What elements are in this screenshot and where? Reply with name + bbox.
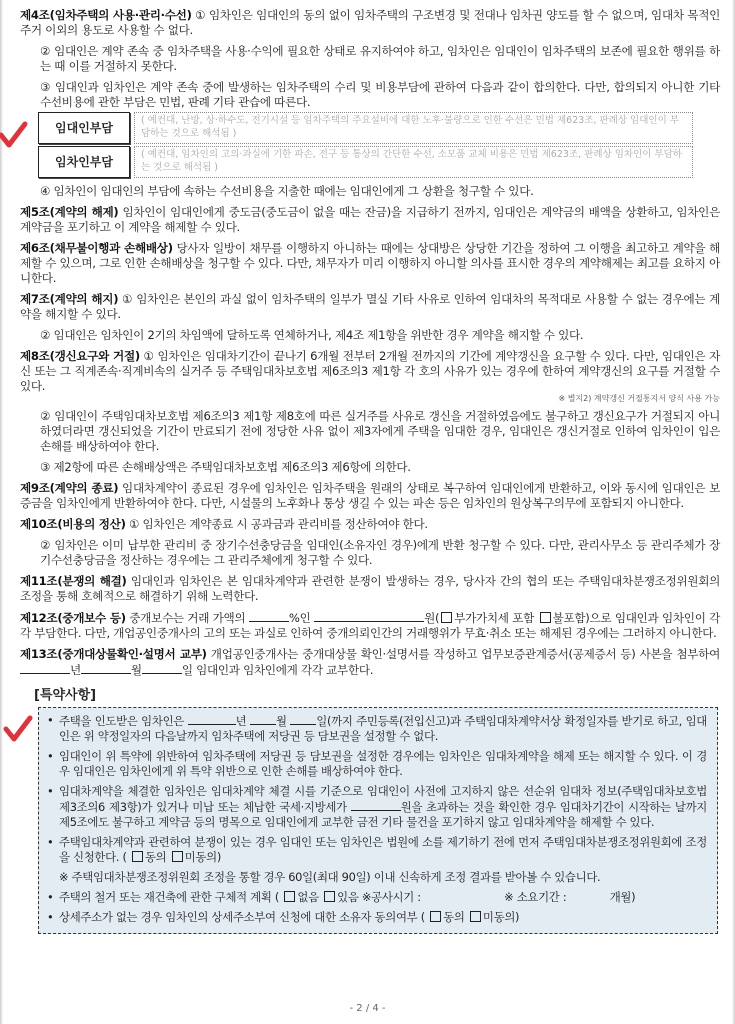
article-10-p1: [20, 517, 720, 532]
article-12-t6: 임대인과 임차인이 각각 부담한다. 다만, 개업공인중개사의 고의 또는 과실로 인하여 중개의뢰인간의 거래행위가 무효·취소 또는 해제된 경우에는 그러하지 아니한다.: [20, 611, 721, 640]
special-term-1a: 주택을 인도받은 임차인은: [59, 714, 184, 728]
fee-amount-blank[interactable]: [314, 610, 424, 622]
article-8-p2: ② 임대인이 주택임대차보호법 제6조의3 제1항 제8호에 따른 실거주를 사유로 갱신을 거절하였음에도 불구하고 갱신요구가 거절되지 아니하였더라면 갱신되었을 기간이 만료되기 전에 정당한 사유 없이 제3자에게 주택을 임대한 경우, 임대인은 갱신거절로 인하여 임차인이 입은 손해를 배상하여야 한다.: [40, 409, 720, 453]
article-10-heading: 제10조(비용의 정산): [20, 517, 126, 531]
special-term-5d: ※ 소요기간 :: [504, 890, 567, 904]
special-term-3: [47, 784, 707, 830]
move-in-day-blank[interactable]: [290, 713, 316, 725]
article-13-t3: 월: [130, 663, 142, 677]
move-in-year-blank[interactable]: [188, 713, 236, 725]
contract-page: [20, 8, 720, 934]
article-13-heading: 제13조(중개대상물확인·설명서 교부): [20, 647, 207, 661]
article-12: [20, 610, 720, 641]
article-4-p1: [20, 8, 720, 38]
article-13-t2: 년: [70, 663, 81, 677]
article-9-heading: 제9조(계약의 종료): [20, 481, 119, 495]
article-6-heading: 제6조(채무불이행과 손해배상): [20, 241, 173, 255]
article-11-heading: 제11조(분쟁의 해결): [20, 574, 127, 588]
article-13: [20, 647, 720, 678]
special-term-2: • 임대인이 위 특약에 위반하여 임차주택에 저당권 등 담보권을 설정한 경우에는 임차인은 임대차계약을 해제 또는 해지할 수 있다. 이 경우 임대인은 임차인에게 위 특약 위반으로 인한 손해를 배상하여야 한다.: [47, 749, 707, 779]
burden-table: [38, 112, 693, 178]
mediation-agree-checkbox[interactable]: [132, 851, 143, 862]
landlord-burden-field[interactable]: ( 예컨대, 난방, 상·하수도, 전기시설 등 임차주택의 주요설비에 대한 노후·불량으로 인한 수선은 민법 제623조, 판례상 임대인이 부담하는 것으로 해석됨 ): [134, 112, 693, 144]
article-12-heading: 제12조(중개보수 등): [20, 611, 126, 625]
article-10-p1-text: ① 임차인은 계약종료 시 공과금과 관리비를 정산하여야 한다.: [128, 517, 428, 531]
article-7-p1-text: ① 임차인은 본인의 과실 없이 임차주택의 일부가 멸실 기타 사유로 인하여 임대차의 목적대로 사용할 수 없는 경우에는 계약을 해지할 수 있다.: [20, 292, 720, 321]
article-11-text: 임대인과 임차인은 본 임대차계약과 관련한 분쟁이 발생하는 경우, 당사자 간의 협의 또는 주택임대차분쟁조정위원회의 조정을 통해 호혜적으로 해결하기 위해 노력한다.: [20, 574, 720, 603]
article-4-p1-text: ① 임차인은 임대인의 동의 없이 임차주택의 구조변경 및 전대나 임차권 양도를 할 수 없으며, 임대차 목적인 주거 이외의 용도로 사용할 수 없다.: [20, 8, 721, 37]
special-terms-title: [특약사항]: [34, 688, 97, 703]
special-term-4b: 동의: [144, 850, 167, 864]
special-term-1: [47, 713, 707, 744]
mediation-note: ※ 주택임대차분쟁조정위원회 조정을 통할 경우 60일(최대 90일) 이내 신속하게 조정 결과를 받아볼 수 있습니다.: [59, 870, 601, 884]
issue-month-blank[interactable]: [81, 662, 131, 674]
special-term-5a: 주택의 철거 또는 재건축에 관한 구체적 계획 (: [59, 890, 280, 904]
article-10-p2: ② 임차인은 이미 납부한 관리비 중 장기수선충당금을 임대인(소유자인 경우)에게 반환 청구할 수 있다. 다만, 관리사무소 등 관리주체가 장기수선충당금을 정산하는 경우에는 그 관리주체에게 청구할 수 있다.: [40, 538, 720, 567]
checkmark-icon: [3, 714, 33, 744]
demolition-none-checkbox[interactable]: [284, 891, 295, 902]
article-8-p1: [20, 349, 720, 394]
special-terms-box: [38, 707, 718, 934]
article-11: [20, 574, 720, 604]
article-12-t3: 원(: [424, 611, 440, 625]
duration-months-blank[interactable]: [570, 890, 610, 901]
vat-included-checkbox[interactable]: [441, 612, 452, 623]
article-8-p1-text: ① 임차인은 임대차기간이 끝나기 6개월 전부터 2개월 전까지의 기간에 계약갱신을 요구할 수 있다. 다만, 임대인은 자신 또는 그 직계존속·직계비속의 실거주 등 주택임대차보호법 제6조의3 제1항 각 호의 사유가 있는 경우에 한하여 계약갱신의 요구를 거절할 수 있다.: [20, 349, 721, 393]
article-4-heading: 제4조(임차주택의 사용·관리·수선): [20, 8, 192, 22]
mediation-disagree-checkbox[interactable]: [172, 851, 183, 862]
special-term-4c: 미동의): [184, 850, 221, 864]
move-in-month-blank[interactable]: [250, 713, 276, 725]
article-9: [20, 481, 720, 511]
article-6-text: 당사자 일방이 채무를 이행하지 아니하는 때에는 상대방은 상당한 기간을 정하여 그 이행을 최고하고 계약을 해제할 수 있으며, 그로 인한 손해배상을 청구할 수 있다. 다만, 채무자가 미리 이행하지 아니할 의사를 표시한 경우의 계약해제는 최고를 요하지 아니한다.: [20, 241, 720, 285]
special-term-1c: 월: [275, 714, 287, 728]
article-7-p2: ② 임대인은 임차인이 2기의 차임액에 달하도록 연체하거나, 제4조 제1항을 위반한 경우 계약을 해지할 수 있다.: [40, 328, 584, 342]
left-page-edge: [0, 0, 3, 1024]
landlord-burden-label: 임대인부담: [38, 112, 130, 144]
article-8-p3: ③ 제2항에 따른 손해배상액은 주택임대차보호법 제6조의3 제6항에 의한다.: [40, 460, 411, 474]
special-term-1d: 일(까지 주민등록(전입신고)과 주택임대차계약서상 확정일자를 받기로 하고, 임대인은 위 약정일자의 다음날까지 임차주택에 저당권 등 담보권을 설정할 수 없다.: [59, 714, 707, 743]
vat-excluded-checkbox[interactable]: [540, 612, 551, 623]
special-term-6: [47, 910, 707, 925]
article-12-t1: 중개보수는 거래 가액의: [129, 611, 246, 625]
article-7-heading: 제7조(계약의 해지): [20, 292, 119, 306]
special-term-1b: 년: [235, 714, 247, 728]
tenant-burden-field[interactable]: ( 예컨대, 임차인의 고의·과실에 기한 파손, 전구 등 통상의 간단한 수선, 소모품 교체 비용은 민법 제623조, 판례상 임차인이 부담하는 것으로 해석됨 ): [134, 146, 693, 178]
demolition-yes-checkbox[interactable]: [324, 891, 335, 902]
article-12-t2: %인: [288, 611, 311, 625]
checkmark-icon: [0, 120, 28, 150]
special-term-5c: 있음 ※공사시기 :: [337, 890, 421, 904]
special-term-4: [47, 835, 707, 865]
special-term-3a: 임대차계약을 체결한 임차인은 임대차계약 체결 시를 기준으로 임대인이 사전에 고지하지 않은 선순위 임대차 정보(주택임대차보호법 제3조의6 제3항)가 있거나 미납 또는 체납한 국세·지방세가: [59, 784, 707, 814]
article-4-p3: ③ 임대인과 임차인은 계약 존속 중에 발생하는 임차주택의 수리 및 비용부담에 관하여 다음과 같이 합의한다. 다만, 합의되지 아니한 기타 수선비용에 관한 부담은 민법, 판례 기타 관습에 따른다.: [40, 80, 720, 109]
special-term-4a: 주택임대차계약과 관련하여 분쟁이 있는 경우 임대인 또는 임차인은 법원에 소를 제기하기 전에 먼저 주택임대차분쟁조정위원회에 조정을 신청한다. (: [59, 835, 707, 864]
article-6: [20, 241, 720, 286]
tax-amount-blank[interactable]: [351, 799, 401, 811]
special-term-6a: 상세주소가 없는 경우 임차인의 상세주소부여 신청에 대한 소유자 동의여부 (: [59, 910, 425, 924]
article-13-t1: 개업공인중개사는 중개대상물 확인·설명서를 작성하고 업무보증관계증서(공제증서 등) 사본을 첨부하여: [210, 647, 721, 661]
article-4-p2: ② 임대인은 계약 존속 중 임차주택을 사용·수익에 필요한 상태로 유지하여야 하고, 임차인은 임대인이 임차주택의 보존에 필요한 행위를 하는 때 이를 거절하지 못한다.: [40, 44, 720, 73]
construction-period-blank[interactable]: [424, 890, 504, 901]
article-5: [20, 205, 720, 235]
special-term-5: [47, 890, 707, 905]
tenant-burden-row: [38, 146, 693, 178]
article-5-heading: 제5조(계약의 해제): [20, 205, 119, 219]
special-term-3b: 원을 초과하는 것을 확인한 경우 임대차기간이 시작하는 날까지 제5조에도 불구하고 계약금 등의 명목으로 임대인에게 교부한 금전 기타 물건을 포기하지 않고 임대차계약을 해제할 수 있다.: [59, 800, 707, 829]
article-8-note: ※ 별지2) 계약갱신 거절통지서 양식 사용 가능: [558, 394, 720, 403]
page-number: - 2 / 4 -: [349, 1003, 386, 1014]
article-12-t5: 불포함)으로: [552, 611, 612, 625]
article-12-t4: 부가가치세 포함: [454, 611, 535, 625]
article-4-p4: ④ 임차인이 임대인의 부담에 속하는 수선비용을 지출한 때에는 임대인에게 그 상환을 청구할 수 있다.: [40, 184, 534, 198]
address-disagree-checkbox[interactable]: [470, 911, 481, 922]
issue-day-blank[interactable]: [142, 662, 182, 674]
landlord-burden-row: [38, 112, 693, 144]
tenant-burden-label: 임차인부담: [38, 146, 130, 178]
article-13-t4: 일 임대인과 임차인에게 각각 교부한다.: [181, 663, 374, 677]
fee-rate-blank[interactable]: [249, 610, 289, 622]
article-8-heading: 제8조(갱신요구와 거절): [20, 349, 140, 363]
article-7-p1: [20, 292, 720, 322]
special-term-5e: 개월): [609, 890, 636, 904]
issue-year-blank[interactable]: [20, 662, 70, 674]
article-5-text: 임차인이 임대인에게 중도금(중도금이 없을 때는 잔금)을 지급하기 전까지, 임대인은 계약금의 배액을 상환하고, 임차인은 계약금을 포기하고 이 계약을 해제할 수 있다.: [20, 205, 720, 234]
article-9-text: 임대차계약이 종료된 경우에 임차인은 임차주택을 원래의 상태로 복구하여 임대인에게 반환하고, 이와 동시에 임대인은 보증금을 임차인에게 반환하여야 한다. 다만, 시설물의 노후화나 통상 생길 수 있는 파손 등은 임차인의 원상복구의무에 포함되지 아니한다.: [20, 481, 720, 510]
special-term-5b: 없음: [297, 890, 319, 904]
special-term-6c: 미동의): [482, 910, 520, 924]
address-agree-checkbox[interactable]: [430, 911, 441, 922]
special-term-6b: 동의: [443, 910, 465, 924]
